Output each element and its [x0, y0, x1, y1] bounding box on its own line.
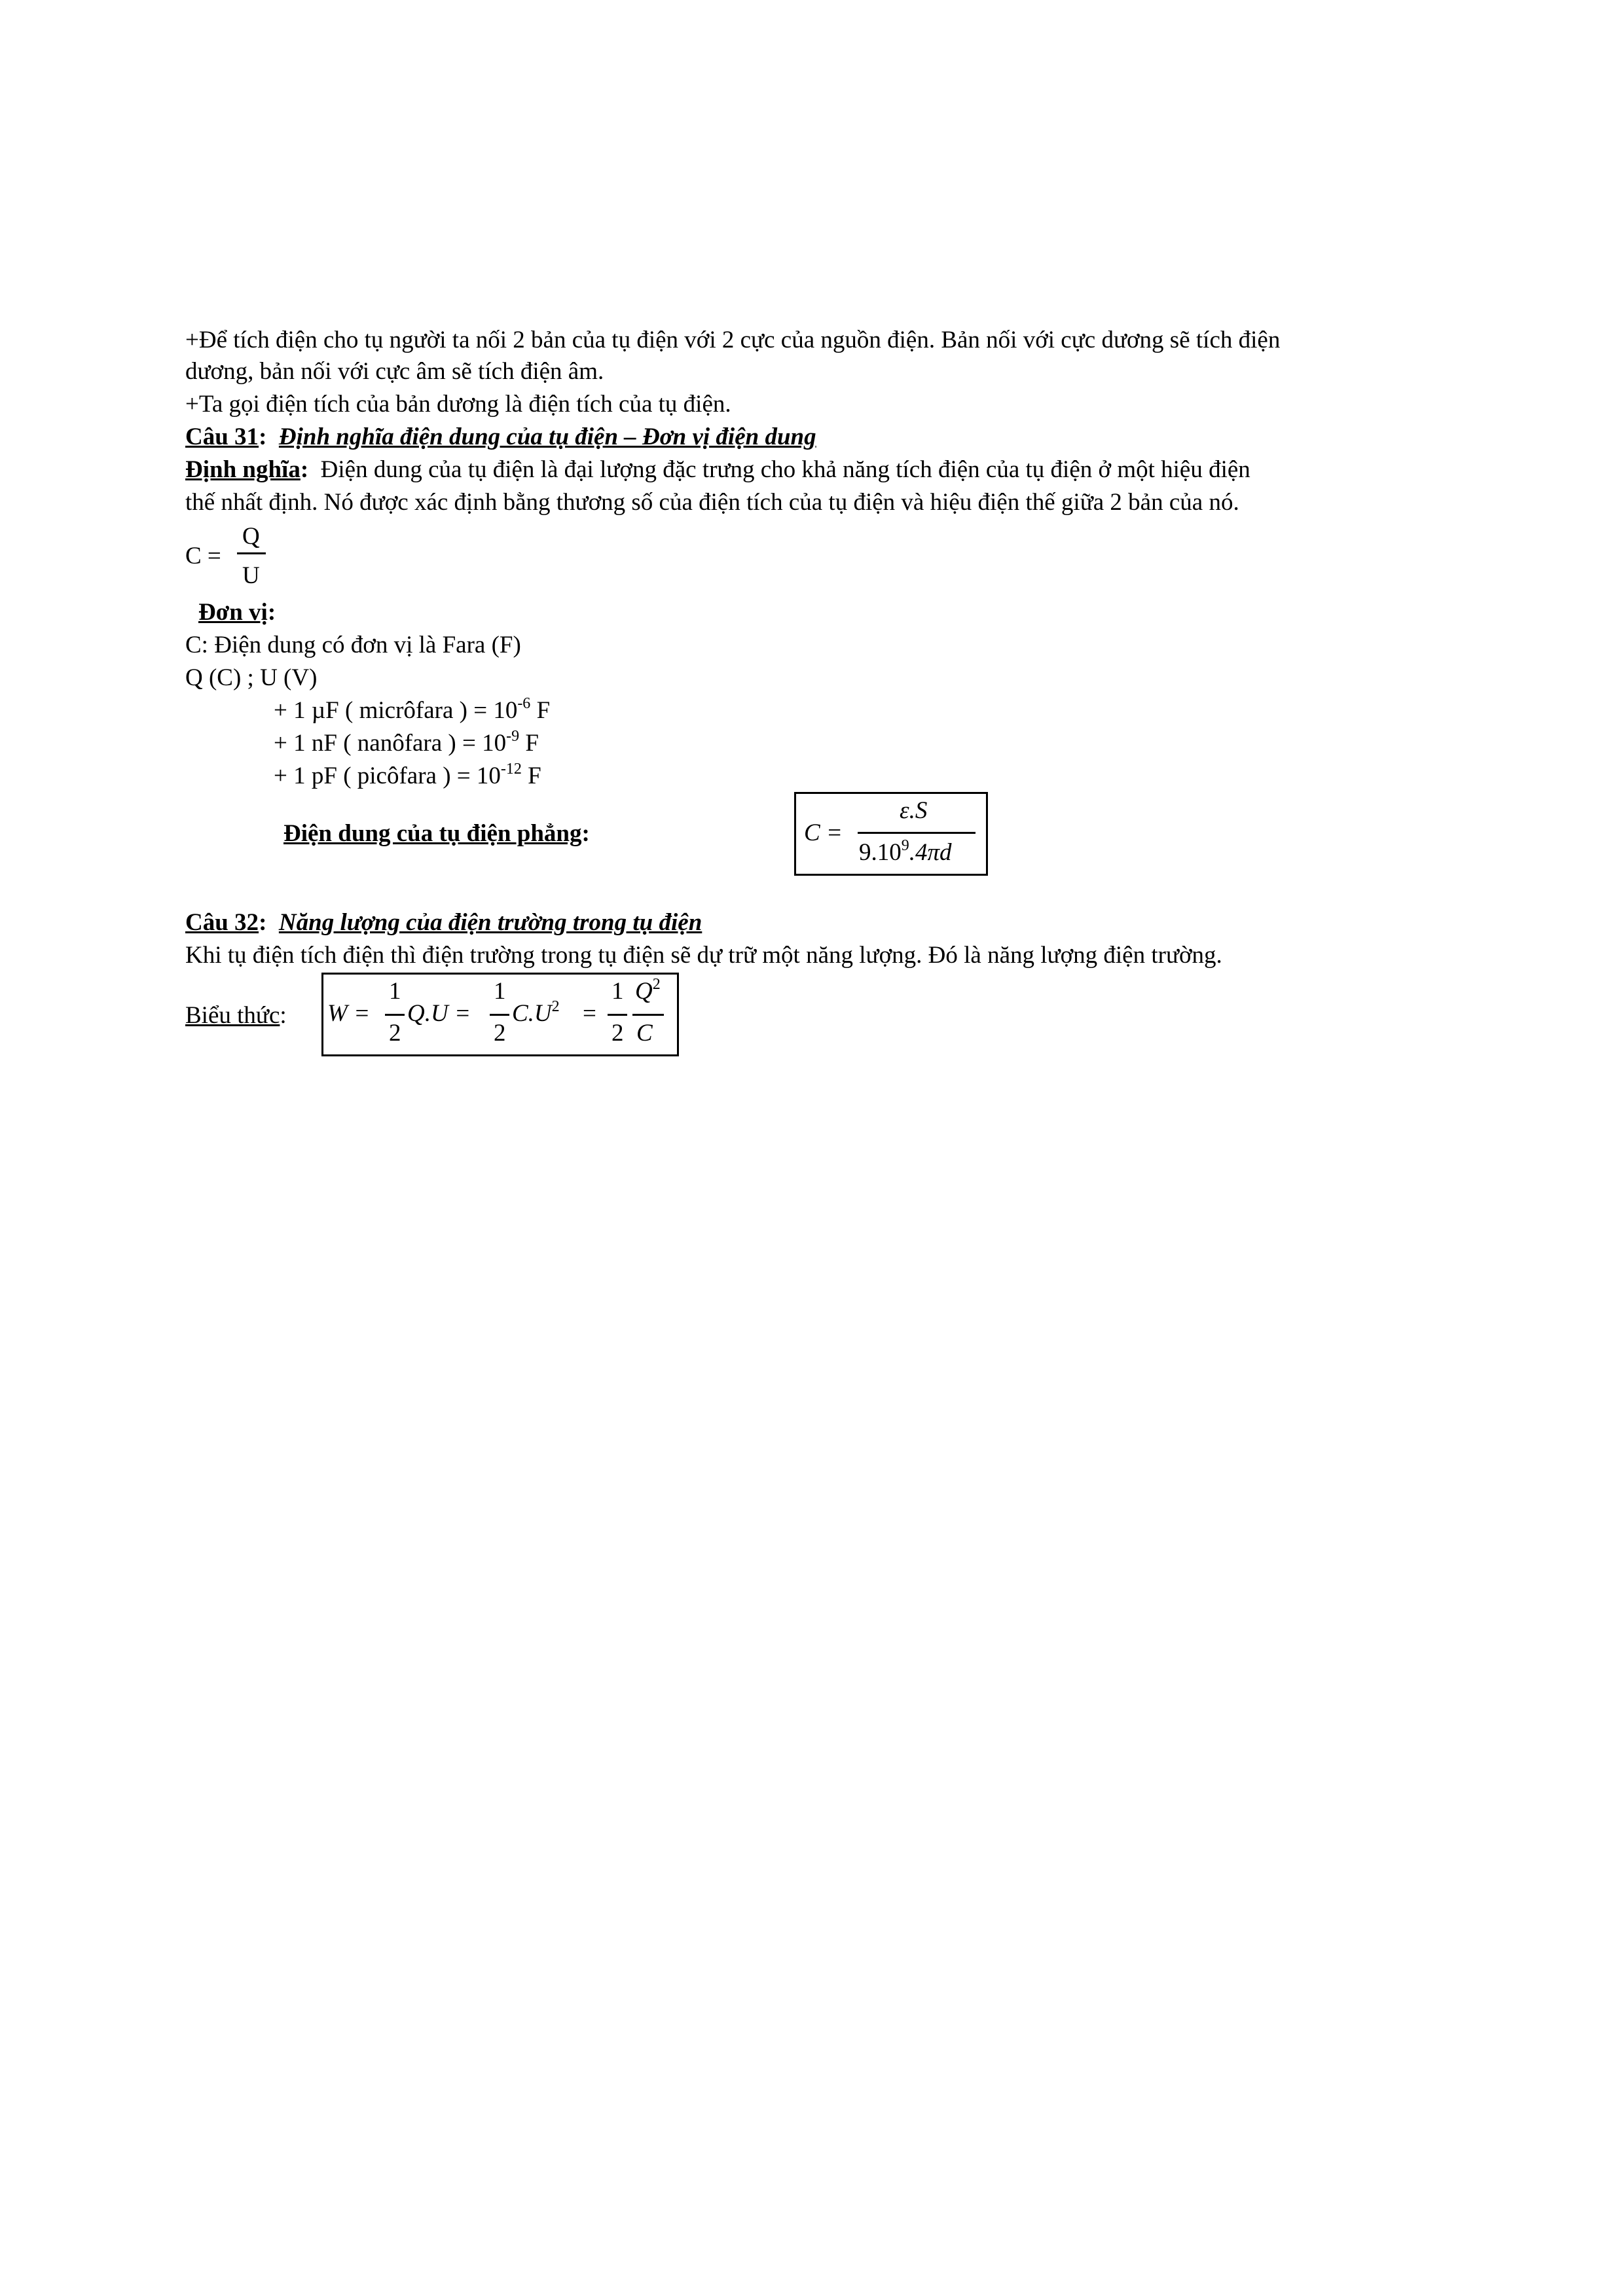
q31-label: Câu 31: [185, 423, 259, 450]
q32-text: Khi tụ điện tích điện thì điện trường trong tụ điện sẽ dự trữ một năng lượng. Đó là năng lượng điện trường.: [185, 942, 1222, 969]
formula-denominator: U: [242, 562, 260, 589]
q32-heading: Câu 32: Năng lượng của điện trường trong tụ điện: [185, 909, 702, 936]
definition-label: Định nghĩa: [185, 456, 301, 483]
definition-line-1: Định nghĩa: Điện dung của tụ điện là đại lượng đặc trưng cho khả năng tích điện của tụ điện ở một hiệu điện: [185, 456, 1250, 483]
q32-label: Câu 32: [185, 909, 259, 936]
conversion-nano: + 1 nF ( nanôfara ) = $10^{-9}$ F: [274, 728, 539, 757]
plate-capacitance-formula-box: C = ε.S 9.10$^9$.4πd: [794, 792, 988, 876]
plate-capacitance-label: Điện dung của tụ điện phẳng:: [283, 820, 590, 847]
fraction-bar: [237, 552, 266, 554]
conversion-micro: + 1 µF ( micrôfara ) = $10^{-6}$ F: [274, 695, 551, 724]
intro-line-3: +Ta gọi điện tích của bản dương là điện tích của tụ điện.: [185, 391, 731, 418]
unit-line-1: C: Điện dung có đơn vị là Fara (F): [185, 632, 521, 658]
intro-line-2: dương, bản nối với cực âm sẽ tích điện âm.: [185, 358, 604, 385]
q32-title: Năng lượng của điện trường trong tụ điện: [278, 909, 702, 936]
intro-line-1: +Để tích điện cho tụ người ta nối 2 bản của tụ điện với 2 cực của nguồn điện. Bản nối với cực dương sẽ tích điện: [185, 327, 1281, 353]
q31-heading: Câu 31: Định nghĩa điện dung của tụ điện – Đơn vị điện dung: [185, 423, 816, 450]
formula-numerator: Q: [242, 523, 260, 550]
conversion-pico: + 1 pF ( picôfara ) = $10^{-12}$ F: [274, 761, 541, 789]
unit-heading: Đơn vị:: [198, 599, 276, 626]
unit-line-2: Q (C) ; U (V): [185, 664, 318, 691]
expression-label: Biểu thức:: [185, 1002, 287, 1029]
energy-formula-box: W = 1 2 Q.U = 1 2 $C.U^2$ = 1 2 $Q^2$ C: [321, 973, 679, 1056]
definition-line-2: thế nhất định. Nó được xác định bằng thương số của điện tích của tụ điện và hiệu điện thế giữa 2 bản của nó.: [185, 489, 1239, 516]
q31-title: Định nghĩa điện dung của tụ điện – Đơn vị điện dung: [278, 423, 816, 450]
